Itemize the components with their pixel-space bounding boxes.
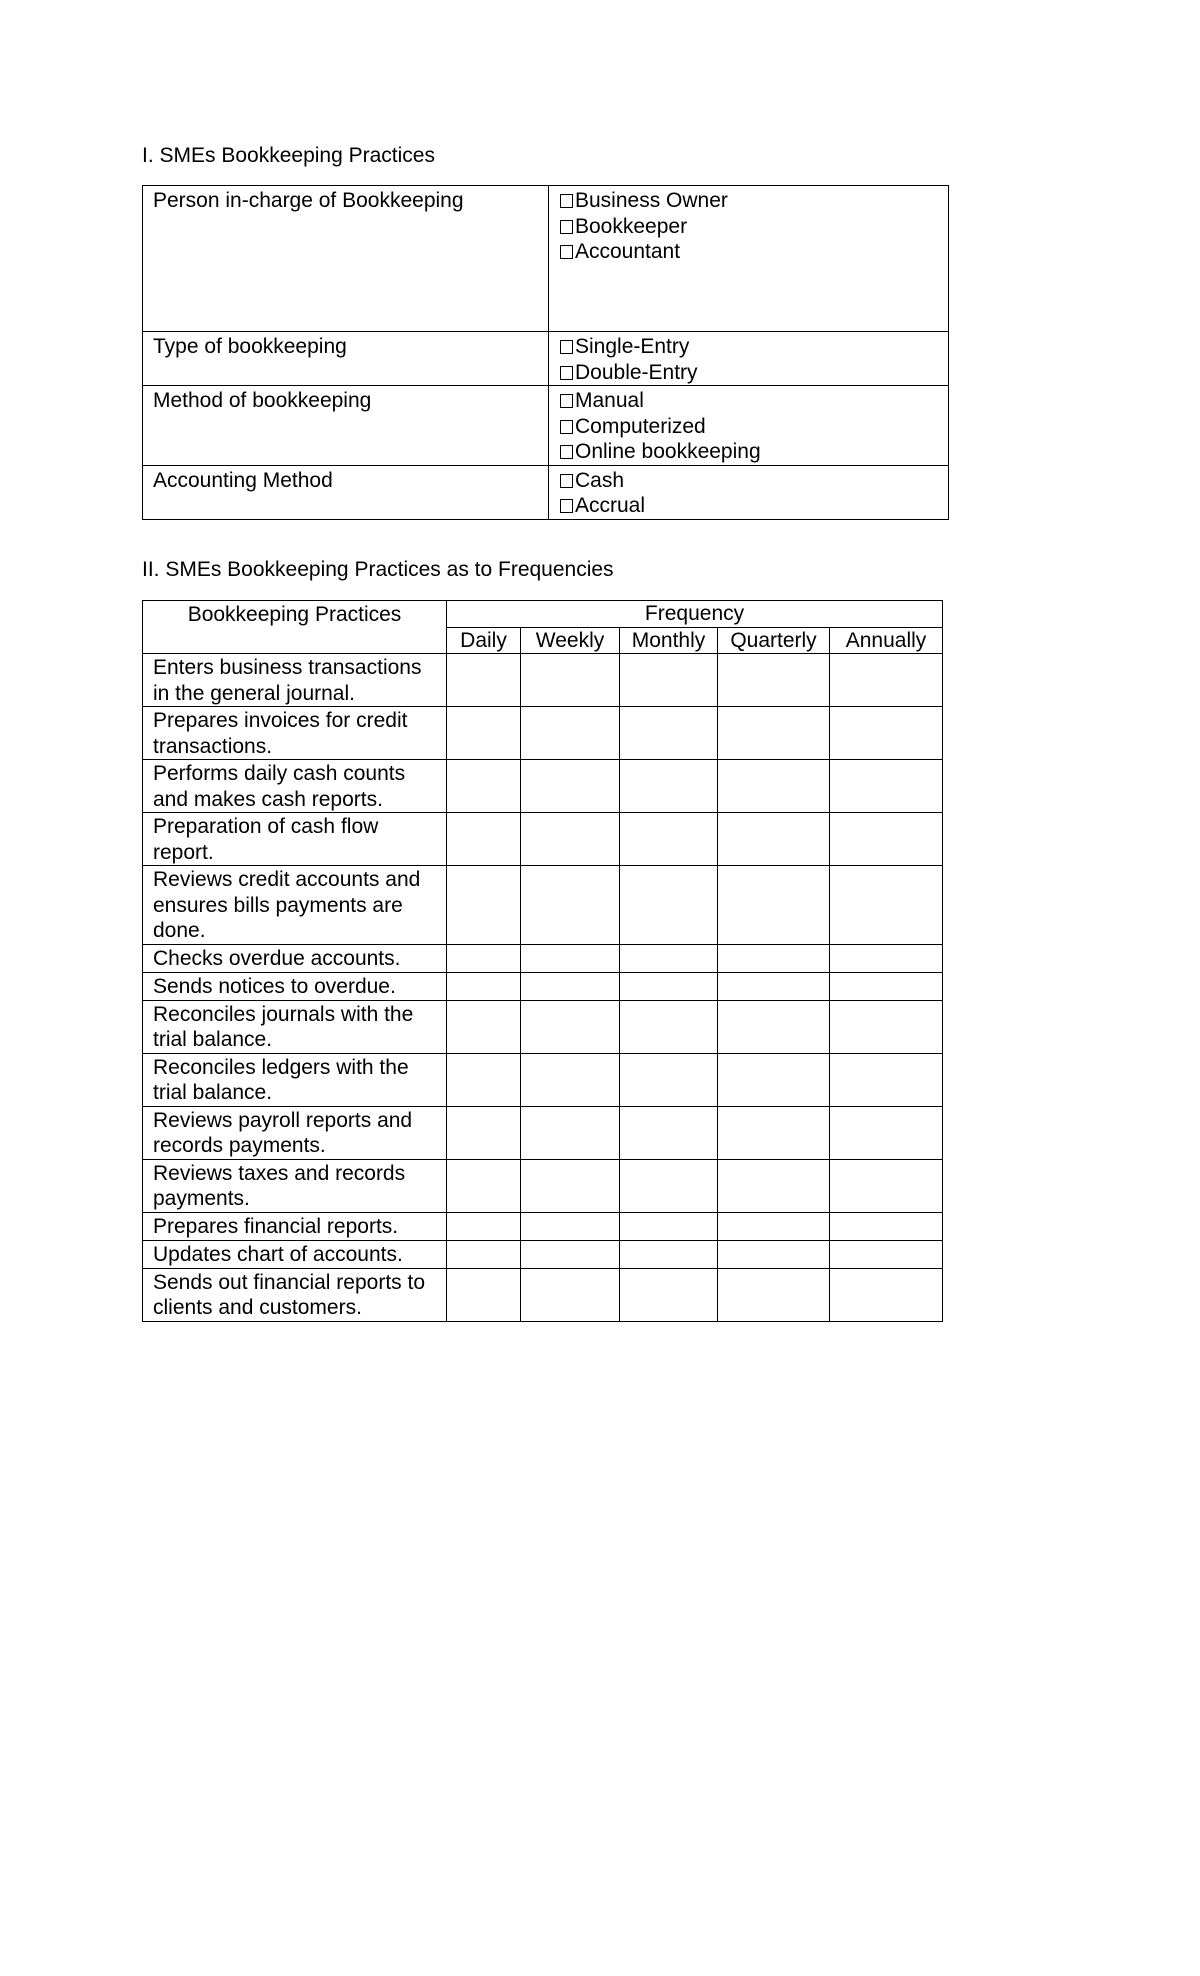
frequency-cell-quarterly[interactable] (718, 813, 830, 866)
frequency-cell-annually[interactable] (830, 1159, 943, 1212)
checkbox[interactable] (560, 474, 573, 488)
frequency-cell-weekly[interactable] (521, 972, 620, 1000)
checkbox[interactable] (560, 245, 573, 259)
bookkeeping-practices-table (142, 185, 949, 520)
option-label: Accrual (575, 494, 646, 517)
frequency-cell-weekly[interactable] (521, 760, 620, 813)
frequency-cell-annually[interactable] (830, 707, 943, 760)
col-header-annually: Annually (830, 628, 943, 654)
col-header-quarterly: Quarterly (718, 628, 830, 654)
practice-label: Sends out financial reports to clients and customers. (143, 1268, 447, 1321)
frequency-cell-daily[interactable] (447, 813, 521, 866)
practice-label: Reviews taxes and records payments. (143, 1159, 447, 1212)
frequency-cell-annually[interactable] (830, 654, 943, 707)
frequency-cell-quarterly[interactable] (718, 760, 830, 813)
header-row (143, 601, 943, 628)
table-row (143, 972, 943, 1000)
checkbox[interactable] (560, 366, 573, 380)
practice-label: Enters business transactions in the general journal. (143, 654, 447, 707)
frequency-cell-annually[interactable] (830, 1106, 943, 1159)
frequency-cell-weekly[interactable] (521, 1053, 620, 1106)
option-single-entry[interactable] (560, 334, 938, 360)
row-label: Method of bookkeeping (143, 386, 549, 466)
checkbox[interactable] (560, 394, 573, 408)
table-row (143, 1268, 943, 1321)
option-label: Double-Entry (575, 360, 698, 384)
frequency-cell-weekly[interactable] (521, 866, 620, 945)
frequency-cell-quarterly[interactable] (718, 1212, 830, 1240)
frequency-cell-quarterly[interactable] (718, 1106, 830, 1159)
option-business-owner[interactable] (560, 188, 938, 214)
practice-label: Reviews payroll reports and records payments. (143, 1106, 447, 1159)
frequency-cell-daily[interactable] (447, 1053, 521, 1106)
frequency-cell-weekly[interactable] (521, 1268, 620, 1321)
checkbox[interactable] (560, 499, 573, 513)
frequency-cell-annually[interactable] (830, 813, 943, 866)
table-row (143, 465, 949, 519)
checkbox[interactable] (560, 420, 573, 434)
frequency-cell-daily[interactable] (447, 1159, 521, 1212)
frequency-cell-daily[interactable] (447, 1240, 521, 1268)
frequency-cell-quarterly[interactable] (718, 944, 830, 972)
frequency-cell-quarterly[interactable] (718, 707, 830, 760)
checkbox[interactable] (560, 340, 573, 354)
section-2-title: II. SMEs Bookkeeping Practices as to Frequencies (142, 558, 614, 581)
col-header-weekly: Weekly (521, 628, 620, 654)
frequency-cell-daily[interactable] (447, 707, 521, 760)
checkbox[interactable] (560, 445, 573, 459)
frequency-cell-daily[interactable] (447, 866, 521, 945)
option-label: Accountant (575, 240, 681, 263)
option-label: Cash (575, 468, 625, 492)
option-label: Online bookkeeping (575, 440, 761, 463)
practices-header: Bookkeeping Practices (143, 601, 447, 654)
frequency-cell-monthly[interactable] (620, 707, 718, 760)
table-row (143, 1240, 943, 1268)
col-header-daily: Daily (447, 628, 521, 654)
table-row (143, 186, 949, 332)
frequency-cell-annually[interactable] (830, 1053, 943, 1106)
options-cell (549, 186, 949, 332)
checkbox[interactable] (560, 220, 573, 234)
frequency-cell-weekly[interactable] (521, 707, 620, 760)
frequency-cell-quarterly[interactable] (718, 1000, 830, 1053)
frequency-cell-daily[interactable] (447, 1212, 521, 1240)
table-row (143, 866, 943, 945)
table-row (143, 332, 949, 386)
frequency-cell-weekly[interactable] (521, 1212, 620, 1240)
frequency-cell-daily[interactable] (447, 1106, 521, 1159)
frequency-cell-monthly[interactable] (620, 813, 718, 866)
frequency-cell-weekly[interactable] (521, 1000, 620, 1053)
frequency-cell-daily[interactable] (447, 654, 521, 707)
table-row (143, 813, 943, 866)
option-label: Single-Entry (575, 335, 690, 358)
frequency-cell-annually[interactable] (830, 944, 943, 972)
frequency-cell-monthly[interactable] (620, 1212, 718, 1240)
frequency-header: Frequency (447, 601, 943, 628)
frequency-cell-monthly[interactable] (620, 1268, 718, 1321)
frequency-cell-quarterly[interactable] (718, 1159, 830, 1212)
table-row (143, 760, 943, 813)
option-manual[interactable] (560, 388, 938, 414)
table-row (143, 1212, 943, 1240)
row-label: Accounting Method (143, 465, 549, 519)
practice-label: Reconciles journals with the trial balance. (143, 1000, 447, 1053)
option-cash[interactable] (560, 468, 938, 494)
frequency-cell-daily[interactable] (447, 1000, 521, 1053)
table-row (143, 654, 943, 707)
section-1-title: I. SMEs Bookkeeping Practices (142, 144, 435, 167)
option-computerized[interactable] (560, 414, 938, 440)
row-label: Type of bookkeeping (143, 332, 549, 386)
option-bookkeeper[interactable] (560, 214, 938, 240)
practice-label: Prepares invoices for credit transactions. (143, 707, 447, 760)
frequency-cell-weekly[interactable] (521, 1159, 620, 1212)
practice-label: Reviews credit accounts and ensures bills payments are done. (143, 866, 447, 945)
frequency-cell-annually[interactable] (830, 972, 943, 1000)
col-header-monthly: Monthly (620, 628, 718, 654)
option-label: Manual (575, 389, 644, 412)
frequency-cell-monthly[interactable] (620, 1000, 718, 1053)
table-row (143, 1000, 943, 1053)
frequency-cell-monthly[interactable] (620, 1159, 718, 1212)
frequency-cell-monthly[interactable] (620, 866, 718, 945)
frequency-cell-monthly[interactable] (620, 1053, 718, 1106)
option-online-bookkeeping[interactable] (560, 439, 938, 465)
frequency-cell-daily[interactable] (447, 972, 521, 1000)
frequency-table (142, 600, 943, 1322)
frequency-cell-quarterly[interactable] (718, 1240, 830, 1268)
frequency-cell-monthly[interactable] (620, 1106, 718, 1159)
checkbox[interactable] (560, 194, 573, 208)
frequency-cell-annually[interactable] (830, 866, 943, 945)
frequency-cell-quarterly[interactable] (718, 972, 830, 1000)
frequency-cell-daily[interactable] (447, 1268, 521, 1321)
practice-label: Checks overdue accounts. (143, 944, 447, 972)
frequency-cell-quarterly[interactable] (718, 1053, 830, 1106)
frequency-cell-weekly[interactable] (521, 654, 620, 707)
options-cell (549, 332, 949, 386)
option-accountant[interactable] (560, 239, 938, 265)
frequency-table-body (143, 654, 943, 1322)
option-label: Bookkeeper (575, 214, 688, 238)
practice-label: Prepares financial reports. (143, 1212, 447, 1240)
frequency-cell-annually[interactable] (830, 1212, 943, 1240)
frequency-cell-daily[interactable] (447, 944, 521, 972)
frequency-cell-weekly[interactable] (521, 1106, 620, 1159)
table-row (143, 386, 949, 466)
frequency-cell-annually[interactable] (830, 1268, 943, 1321)
frequency-cell-quarterly[interactable] (718, 866, 830, 945)
frequency-cell-quarterly[interactable] (718, 654, 830, 707)
frequency-cell-monthly[interactable] (620, 972, 718, 1000)
frequency-cell-weekly[interactable] (521, 944, 620, 972)
options-cell (549, 465, 949, 519)
practice-label: Performs daily cash counts and makes cash reports. (143, 760, 447, 813)
table-row (143, 1106, 943, 1159)
frequency-cell-monthly[interactable] (620, 760, 718, 813)
practice-label: Sends notices to overdue. (143, 972, 447, 1000)
practice-label: Updates chart of accounts. (143, 1240, 447, 1268)
option-label: Computerized (575, 414, 706, 438)
frequency-cell-quarterly[interactable] (718, 1268, 830, 1321)
table-row (143, 707, 943, 760)
table-row (143, 944, 943, 972)
table-row (143, 1159, 943, 1212)
options-cell (549, 386, 949, 466)
frequency-cell-weekly[interactable] (521, 1240, 620, 1268)
frequency-cell-monthly[interactable] (620, 944, 718, 972)
row-label: Person in-charge of Bookkeeping (143, 186, 549, 332)
option-double-entry[interactable] (560, 360, 938, 386)
table-row (143, 1053, 943, 1106)
practice-label: Reconciles ledgers with the trial balance. (143, 1053, 447, 1106)
frequency-cell-monthly[interactable] (620, 654, 718, 707)
frequency-cell-monthly[interactable] (620, 1240, 718, 1268)
practice-label: Preparation of cash flow report. (143, 813, 447, 866)
frequency-cell-weekly[interactable] (521, 813, 620, 866)
frequency-cell-annually[interactable] (830, 1000, 943, 1053)
frequency-cell-annually[interactable] (830, 1240, 943, 1268)
option-accrual[interactable] (560, 493, 938, 519)
frequency-cell-daily[interactable] (447, 760, 521, 813)
option-label: Business Owner (575, 189, 728, 212)
frequency-cell-annually[interactable] (830, 760, 943, 813)
